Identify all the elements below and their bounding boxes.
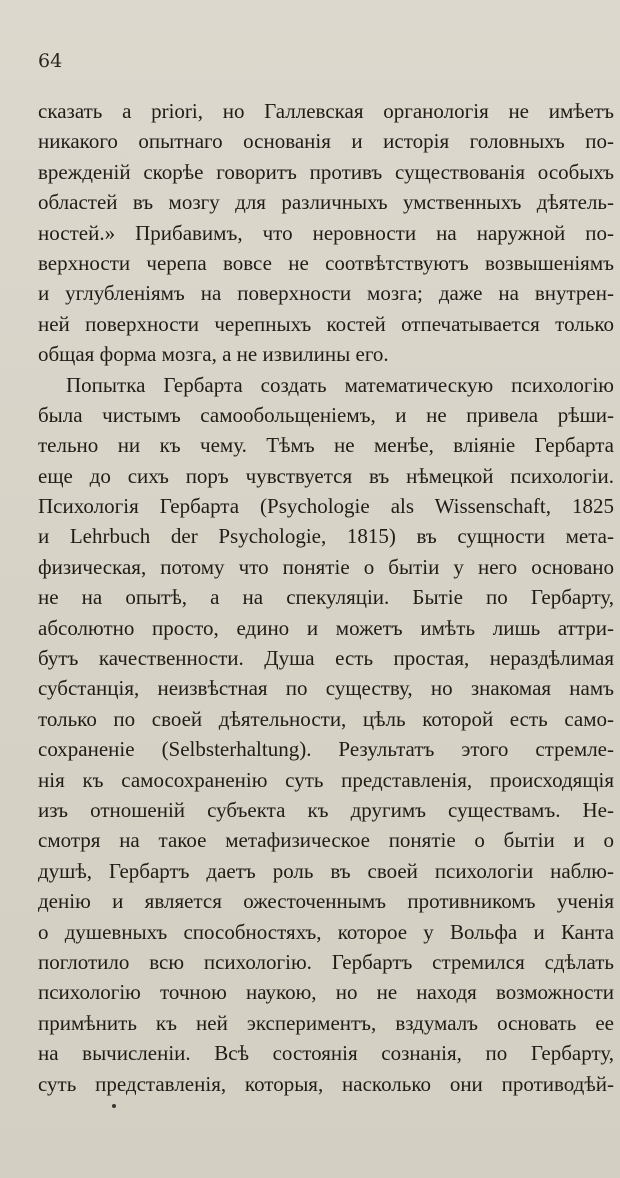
text-line: суть представленія, которыя, насколько они противодѣй- xyxy=(38,1071,614,1096)
text-line: на вычисленіи. Всѣ состоянія сознанія, по Гербарту, xyxy=(38,1041,614,1066)
text-line: нія къ самосохраненію суть представленія, происходящія xyxy=(38,767,614,792)
text-line: абсолютно просто, едино и можетъ имѣть лишь аттри- xyxy=(38,615,614,640)
text-line: ней поверхности черепныхъ костей отпечатывается только xyxy=(38,311,614,336)
text-line: психологію точною наукою, но не находя возможности xyxy=(38,980,614,1005)
text-line: областей въ мозгу для различныхъ умственныхъ дѣятель- xyxy=(38,190,614,215)
text-line: душѣ, Гербартъ даетъ роль въ своей психологіи наблю- xyxy=(38,858,614,883)
text-line: изъ отношеній субъекта къ другимъ существамъ. Не- xyxy=(38,797,614,822)
text-line: еще до сихъ поръ чувствуется въ нѣмецкой психологіи. xyxy=(38,463,614,488)
text-line: бутъ качественности. Душа есть простая, нераздѣлимая xyxy=(38,646,614,671)
text-line: только по своей дѣятельности, цѣль которой есть само- xyxy=(38,706,614,731)
text-line: ностей.» Прибавимъ, что неровности на наружной по- xyxy=(38,220,614,245)
text-line: была чистымъ самообольщеніемъ, и не привела рѣши- xyxy=(38,402,614,427)
text-line: физическая, потому что понятіе о бытіи у него основано xyxy=(38,554,614,579)
text-line: сказать a priori, но Галлевская органологія не имѣетъ xyxy=(38,99,614,123)
body-text xyxy=(38,96,614,1099)
text-line: денію и является ожесточеннымъ противникомъ ученія xyxy=(38,889,614,914)
text-line: поглотило всю психологію. Гербартъ стремился сдѣлать xyxy=(38,949,614,974)
text-line: сохраненіе (Selbsterhaltung). Результатъ этого стремле- xyxy=(38,737,614,762)
text-line: общая форма мозга, а не извилины его. xyxy=(38,342,389,367)
page-number: 64 xyxy=(38,50,63,72)
ink-speck xyxy=(112,1104,116,1108)
text-line: о душевныхъ способностяхъ, которое у Вольфа и Канта xyxy=(38,919,614,944)
text-line: Попытка Гербарта создать математическую психологію xyxy=(66,372,614,397)
text-line: и Lehrbuch der Psychologie, 1815) въ сущности мета- xyxy=(38,524,614,549)
text-line: Психологія Гербарта (Psychologie als Wissenschaft, 1825 xyxy=(38,494,614,519)
text-line: и углубленіямъ на поверхности мозга; даже на внутрен- xyxy=(38,281,614,306)
text-line: никакого опытнаго основанія и исторія головныхъ по- xyxy=(38,129,614,154)
text-line: субстанція, неизвѣстная по существу, но знакомая намъ xyxy=(38,676,614,701)
text-line: тельно ни къ чему. Тѣмъ не менѣе, вліяніе Гербарта xyxy=(38,433,614,458)
text-line: врежденій скорѣе говоритъ противъ существованія особыхъ xyxy=(38,159,614,184)
text-line: примѣнить къ ней экспериментъ, вздумалъ основать ее xyxy=(38,1010,614,1035)
text-line: смотря на такое метафизическое понятіе о бытіи и о xyxy=(38,828,614,853)
text-line: верхности черепа вовсе не соотвѣтствуютъ возвышеніямъ xyxy=(38,250,614,275)
text-line: не на опытѣ, а на спекуляціи. Бытіе по Гербарту, xyxy=(38,585,614,610)
